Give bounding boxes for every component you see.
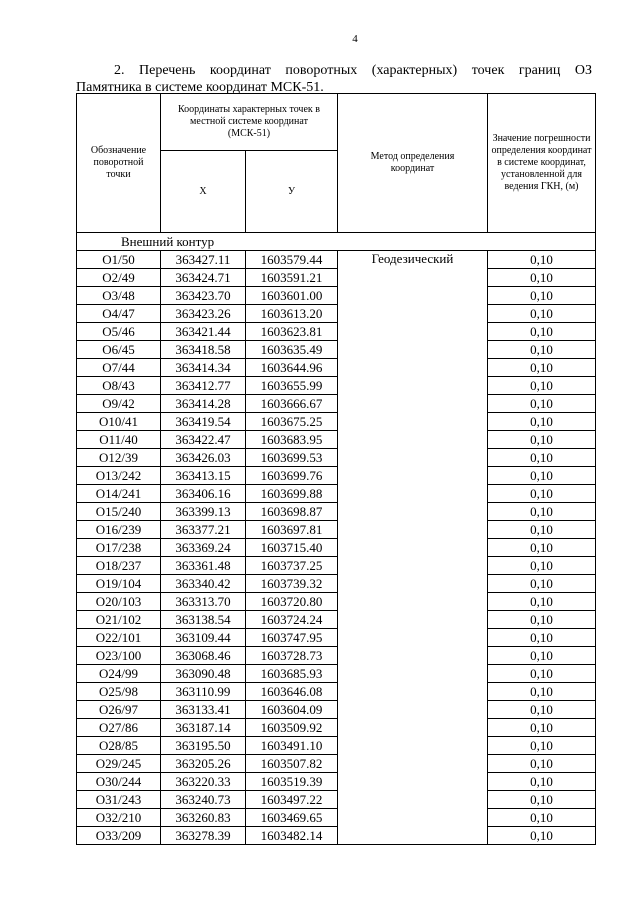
accuracy-cell: 0,10 [488, 251, 596, 269]
accuracy-cell: 0,10 [488, 683, 596, 701]
point-cell: О17/238 [77, 539, 161, 557]
accuracy-cell: 0,10 [488, 557, 596, 575]
y-cell: 1603604.09 [246, 701, 338, 719]
x-cell: 363195.50 [161, 737, 246, 755]
y-cell: 1603739.32 [246, 575, 338, 593]
point-cell: О18/237 [77, 557, 161, 575]
y-cell: 1603655.99 [246, 377, 338, 395]
x-cell: 363426.03 [161, 449, 246, 467]
y-cell: 1603720.80 [246, 593, 338, 611]
x-cell: 363427.11 [161, 251, 246, 269]
table-row [77, 485, 596, 503]
accuracy-cell: 0,10 [488, 611, 596, 629]
y-cell: 1603699.53 [246, 449, 338, 467]
x-cell: 363423.26 [161, 305, 246, 323]
title-line-1: 2. Перечень координат поворотных (характерных) точек границ ОЗ [114, 63, 592, 78]
accuracy-cell: 0,10 [488, 755, 596, 773]
x-cell: 363361.48 [161, 557, 246, 575]
point-cell: О1/50 [77, 251, 161, 269]
point-cell: О10/41 [77, 413, 161, 431]
accuracy-cell: 0,10 [488, 593, 596, 611]
table-row [77, 539, 596, 557]
y-cell: 1603601.00 [246, 287, 338, 305]
accuracy-cell: 0,10 [488, 449, 596, 467]
point-cell: О28/85 [77, 737, 161, 755]
y-cell: 1603591.21 [246, 269, 338, 287]
accuracy-cell: 0,10 [488, 701, 596, 719]
y-cell: 1603698.87 [246, 503, 338, 521]
y-cell: 1603685.93 [246, 665, 338, 683]
accuracy-cell: 0,10 [488, 485, 596, 503]
point-cell: О29/245 [77, 755, 161, 773]
y-cell: 1603683.95 [246, 431, 338, 449]
x-cell: 363414.28 [161, 395, 246, 413]
table-row [77, 575, 596, 593]
x-cell: 363414.34 [161, 359, 246, 377]
x-cell: 363260.83 [161, 809, 246, 827]
y-cell: 1603644.96 [246, 359, 338, 377]
point-cell: О25/98 [77, 683, 161, 701]
point-cell: О27/86 [77, 719, 161, 737]
accuracy-cell: 0,10 [488, 665, 596, 683]
accuracy-cell: 0,10 [488, 395, 596, 413]
table-row [77, 737, 596, 755]
table-row [77, 557, 596, 575]
accuracy-cell: 0,10 [488, 575, 596, 593]
point-cell: О7/44 [77, 359, 161, 377]
x-cell: 363138.54 [161, 611, 246, 629]
x-cell: 363068.46 [161, 647, 246, 665]
table-row [77, 773, 596, 791]
contour-row [77, 233, 596, 251]
x-cell: 363187.14 [161, 719, 246, 737]
table-row [77, 305, 596, 323]
table-row [77, 809, 596, 827]
header-method: Метод определения координат [338, 94, 488, 233]
accuracy-cell: 0,10 [488, 341, 596, 359]
x-cell: 363313.70 [161, 593, 246, 611]
accuracy-cell: 0,10 [488, 413, 596, 431]
table-row [77, 251, 596, 269]
y-cell: 1603646.08 [246, 683, 338, 701]
x-cell: 363422.47 [161, 431, 246, 449]
y-cell: 1603699.76 [246, 467, 338, 485]
point-cell: О14/241 [77, 485, 161, 503]
x-cell: 363090.48 [161, 665, 246, 683]
y-cell: 1603507.82 [246, 755, 338, 773]
x-cell: 363421.44 [161, 323, 246, 341]
table-row [77, 449, 596, 467]
point-cell: О9/42 [77, 395, 161, 413]
y-cell: 1603469.65 [246, 809, 338, 827]
table-row [77, 503, 596, 521]
table-row [77, 755, 596, 773]
y-cell: 1603497.22 [246, 791, 338, 809]
y-cell: 1603509.92 [246, 719, 338, 737]
table-row [77, 287, 596, 305]
point-cell: О11/40 [77, 431, 161, 449]
title-line-2: Памятника в системе координат МСК-51. [76, 80, 324, 95]
table-row [77, 521, 596, 539]
point-cell: О12/39 [77, 449, 161, 467]
point-cell: О20/103 [77, 593, 161, 611]
header-accuracy: Значение погрешности определения координат в системе координат, установленной для ведения ГКН, (м) [488, 94, 596, 233]
point-cell: О6/45 [77, 341, 161, 359]
table-row [77, 323, 596, 341]
header-y: У [246, 151, 338, 233]
header-point: Обозначение поворотной точки [77, 94, 161, 233]
table-row [77, 665, 596, 683]
x-cell: 363133.41 [161, 701, 246, 719]
header-coords-group: Координаты характерных точек в местной системе координат (МСК-51) [161, 94, 338, 151]
accuracy-cell: 0,10 [488, 539, 596, 557]
accuracy-cell: 0,10 [488, 503, 596, 521]
table-row [77, 791, 596, 809]
y-cell: 1603635.49 [246, 341, 338, 359]
x-cell: 363220.33 [161, 773, 246, 791]
point-cell: О15/240 [77, 503, 161, 521]
table-row [77, 413, 596, 431]
y-cell: 1603613.20 [246, 305, 338, 323]
point-cell: О3/48 [77, 287, 161, 305]
table-row [77, 683, 596, 701]
y-cell: 1603519.39 [246, 773, 338, 791]
y-cell: 1603666.67 [246, 395, 338, 413]
accuracy-cell: 0,10 [488, 827, 596, 845]
point-cell: О23/100 [77, 647, 161, 665]
coordinates-table [76, 93, 596, 845]
x-cell: 363240.73 [161, 791, 246, 809]
x-cell: 363110.99 [161, 683, 246, 701]
point-cell: О24/99 [77, 665, 161, 683]
y-cell: 1603482.14 [246, 827, 338, 845]
table-row [77, 593, 596, 611]
contour-label: Внешний контур [77, 233, 596, 251]
accuracy-cell: 0,10 [488, 647, 596, 665]
table-row [77, 701, 596, 719]
x-cell: 363418.58 [161, 341, 246, 359]
accuracy-cell: 0,10 [488, 377, 596, 395]
accuracy-cell: 0,10 [488, 791, 596, 809]
table-row [77, 719, 596, 737]
y-cell: 1603579.44 [246, 251, 338, 269]
point-cell: О30/244 [77, 773, 161, 791]
page-number: 4 [352, 33, 358, 45]
table-header [77, 94, 596, 233]
point-cell: О5/46 [77, 323, 161, 341]
accuracy-cell: 0,10 [488, 467, 596, 485]
point-cell: О21/102 [77, 611, 161, 629]
table-row [77, 269, 596, 287]
y-cell: 1603675.25 [246, 413, 338, 431]
accuracy-cell: 0,10 [488, 359, 596, 377]
accuracy-cell: 0,10 [488, 521, 596, 539]
accuracy-cell: 0,10 [488, 431, 596, 449]
x-cell: 363278.39 [161, 827, 246, 845]
x-cell: 363419.54 [161, 413, 246, 431]
y-cell: 1603491.10 [246, 737, 338, 755]
accuracy-cell: 0,10 [488, 629, 596, 647]
table-row [77, 359, 596, 377]
y-cell: 1603715.40 [246, 539, 338, 557]
point-cell: О32/210 [77, 809, 161, 827]
x-cell: 363423.70 [161, 287, 246, 305]
point-cell: О8/43 [77, 377, 161, 395]
y-cell: 1603697.81 [246, 521, 338, 539]
x-cell: 363424.71 [161, 269, 246, 287]
accuracy-cell: 0,10 [488, 719, 596, 737]
accuracy-cell: 0,10 [488, 809, 596, 827]
y-cell: 1603699.88 [246, 485, 338, 503]
accuracy-cell: 0,10 [488, 737, 596, 755]
point-cell: О33/209 [77, 827, 161, 845]
accuracy-cell: 0,10 [488, 773, 596, 791]
y-cell: 1603747.95 [246, 629, 338, 647]
table-row [77, 431, 596, 449]
x-cell: 363340.42 [161, 575, 246, 593]
table-row [77, 629, 596, 647]
accuracy-cell: 0,10 [488, 287, 596, 305]
table-row [77, 611, 596, 629]
x-cell: 363399.13 [161, 503, 246, 521]
point-cell: О26/97 [77, 701, 161, 719]
method-cell: Геодезический [338, 251, 488, 845]
table-row [77, 395, 596, 413]
point-cell: О2/49 [77, 269, 161, 287]
table-row [77, 827, 596, 845]
table-row [77, 647, 596, 665]
point-cell: О22/101 [77, 629, 161, 647]
x-cell: 363412.77 [161, 377, 246, 395]
header-x: X [161, 151, 246, 233]
table-row [77, 341, 596, 359]
y-cell: 1603623.81 [246, 323, 338, 341]
accuracy-cell: 0,10 [488, 305, 596, 323]
table-row [77, 467, 596, 485]
x-cell: 363205.26 [161, 755, 246, 773]
x-cell: 363377.21 [161, 521, 246, 539]
table-row [77, 377, 596, 395]
y-cell: 1603737.25 [246, 557, 338, 575]
point-cell: О13/242 [77, 467, 161, 485]
y-cell: 1603728.73 [246, 647, 338, 665]
accuracy-cell: 0,10 [488, 323, 596, 341]
x-cell: 363109.44 [161, 629, 246, 647]
x-cell: 363369.24 [161, 539, 246, 557]
y-cell: 1603724.24 [246, 611, 338, 629]
x-cell: 363413.15 [161, 467, 246, 485]
section-title [76, 62, 592, 96]
point-cell: О31/243 [77, 791, 161, 809]
point-cell: О16/239 [77, 521, 161, 539]
table-body [77, 233, 596, 845]
accuracy-cell: 0,10 [488, 269, 596, 287]
point-cell: О4/47 [77, 305, 161, 323]
x-cell: 363406.16 [161, 485, 246, 503]
point-cell: О19/104 [77, 575, 161, 593]
